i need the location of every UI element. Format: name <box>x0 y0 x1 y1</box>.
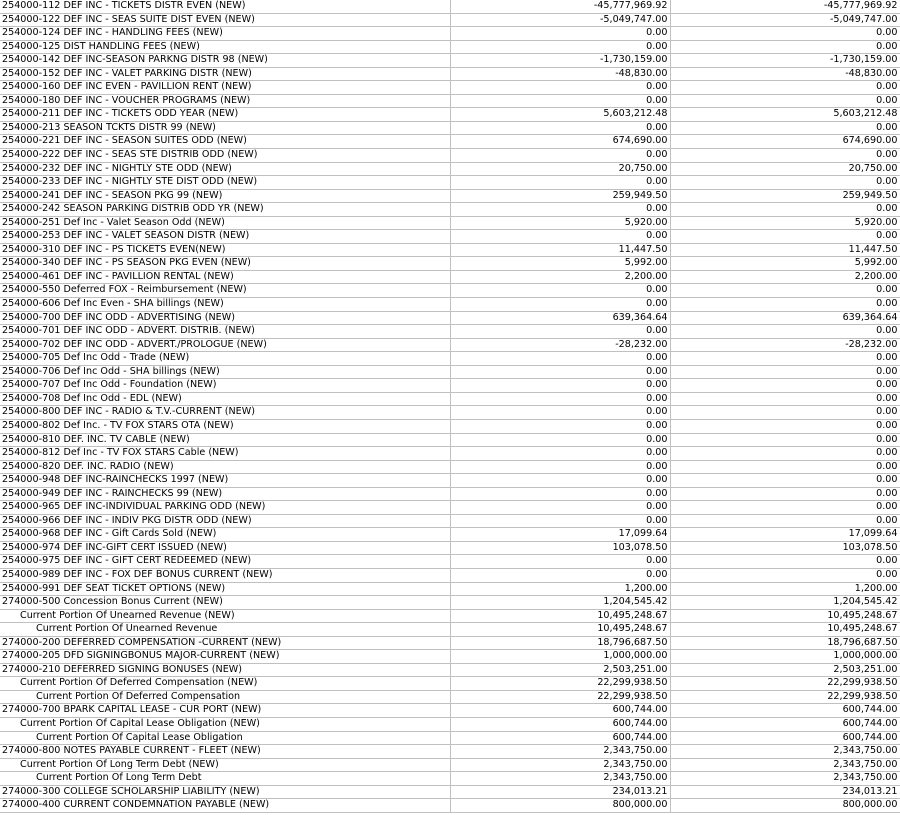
total-cell[interactable]: 17,099.64 <box>670 528 900 542</box>
amount-cell[interactable]: 5,992.00 <box>450 257 670 271</box>
amount-cell[interactable]: -1,730,159.00 <box>450 54 670 68</box>
amount-cell[interactable]: 1,000,000.00 <box>450 650 670 664</box>
amount-cell[interactable]: 103,078.50 <box>450 541 670 555</box>
total-cell[interactable]: 0.00 <box>670 94 900 108</box>
account-cell[interactable]: 254000-606 Def Inc Even - SHA billings (NEW) <box>0 298 450 312</box>
amount-cell[interactable]: -5,049,747.00 <box>450 13 670 27</box>
table-row <box>0 514 900 528</box>
total-cell[interactable]: 0.00 <box>670 298 900 312</box>
account-cell[interactable]: 274000-205 DFD SIGNINGBONUS MAJOR-CURRENT (NEW) <box>0 650 450 664</box>
account-cell[interactable]: 254000-810 DEF. INC. TV CABLE (NEW) <box>0 433 450 447</box>
table-row <box>0 338 900 352</box>
table-row <box>0 419 900 433</box>
account-cell[interactable]: 274000-200 DEFERRED COMPENSATION -CURRENT (NEW) <box>0 636 450 650</box>
total-cell[interactable]: 234,013.21 <box>670 785 900 799</box>
table-row <box>0 352 900 366</box>
account-cell[interactable]: 254000-241 DEF INC - SEASON PKG 99 (NEW) <box>0 189 450 203</box>
amount-cell[interactable]: 0.00 <box>450 447 670 461</box>
amount-cell[interactable]: 2,343,750.00 <box>450 758 670 772</box>
account-cell[interactable]: 254000-550 Deferred FOX - Reimbursement (NEW) <box>0 284 450 298</box>
account-cell[interactable]: 254000-991 DEF SEAT TICKET OPTIONS (NEW) <box>0 582 450 596</box>
amount-cell[interactable]: -45,777,969.92 <box>450 0 670 13</box>
table-row <box>0 379 900 393</box>
amount-cell[interactable]: 259,949.50 <box>450 189 670 203</box>
table-row <box>0 149 900 163</box>
amount-cell[interactable]: 2,343,750.00 <box>450 772 670 786</box>
table-row <box>0 270 900 284</box>
total-cell[interactable]: 0.00 <box>670 474 900 488</box>
amount-cell[interactable]: 600,744.00 <box>450 717 670 731</box>
account-cell[interactable]: Current Portion Of Long Term Debt <box>0 772 450 786</box>
table-row <box>0 704 900 718</box>
amount-cell[interactable]: -28,232.00 <box>450 338 670 352</box>
amount-cell[interactable]: 11,447.50 <box>450 243 670 257</box>
amount-cell[interactable]: 0.00 <box>450 284 670 298</box>
total-cell[interactable]: 0.00 <box>670 501 900 515</box>
table-row <box>0 284 900 298</box>
table-row <box>0 568 900 582</box>
total-cell[interactable]: 22,299,938.50 <box>670 690 900 704</box>
table-row <box>0 203 900 217</box>
account-cell[interactable]: 254000-253 DEF INC - VALET SEASON DISTR (NEW) <box>0 230 450 244</box>
account-cell[interactable]: 254000-975 DEF INC - GIFT CERT REDEEMED (NEW) <box>0 555 450 569</box>
amount-cell[interactable]: 0.00 <box>450 474 670 488</box>
table-row <box>0 785 900 799</box>
total-cell[interactable]: 0.00 <box>670 203 900 217</box>
total-cell[interactable]: 0.00 <box>670 433 900 447</box>
table-row <box>0 582 900 596</box>
account-cell[interactable]: Current Portion Of Long Term Debt (NEW) <box>0 758 450 772</box>
total-cell[interactable]: 0.00 <box>670 121 900 135</box>
total-cell[interactable]: 1,204,545.42 <box>670 596 900 610</box>
amount-cell[interactable]: 0.00 <box>450 81 670 95</box>
amount-cell[interactable]: 5,920.00 <box>450 216 670 230</box>
amount-cell[interactable]: 0.00 <box>450 121 670 135</box>
total-cell[interactable]: 0.00 <box>670 555 900 569</box>
table-row <box>0 663 900 677</box>
table-row <box>0 406 900 420</box>
account-cell[interactable]: 254000-949 DEF INC - RAINCHECKS 99 (NEW) <box>0 487 450 501</box>
table-row <box>0 216 900 230</box>
account-cell[interactable]: 254000-160 DEF INC EVEN - PAVILLION RENT (NEW) <box>0 81 450 95</box>
amount-cell[interactable]: 0.00 <box>450 352 670 366</box>
amount-cell[interactable]: 0.00 <box>450 40 670 54</box>
amount-cell[interactable]: 0.00 <box>450 555 670 569</box>
account-cell[interactable]: 254000-233 DEF INC - NIGHTLY STE DIST ODD (NEW) <box>0 176 450 190</box>
table-row <box>0 609 900 623</box>
account-cell[interactable]: 254000-989 DEF INC - FOX DEF BONUS CURRENT (NEW) <box>0 568 450 582</box>
total-cell[interactable]: 0.00 <box>670 230 900 244</box>
account-cell[interactable]: 254000-221 DEF INC - SEASON SUITES ODD (NEW) <box>0 135 450 149</box>
account-cell[interactable]: Current Portion Of Deferred Compensation <box>0 690 450 704</box>
account-cell[interactable]: Current Portion Of Deferred Compensation (NEW) <box>0 677 450 691</box>
amount-cell[interactable]: 0.00 <box>450 433 670 447</box>
total-cell[interactable]: 0.00 <box>670 325 900 339</box>
amount-cell[interactable]: 2,503,251.00 <box>450 663 670 677</box>
amount-cell[interactable]: 18,796,687.50 <box>450 636 670 650</box>
total-cell[interactable]: 5,603,212.48 <box>670 108 900 122</box>
table-row <box>0 257 900 271</box>
account-cell[interactable]: 254000-800 DEF INC - RADIO & T.V.-CURRENT (NEW) <box>0 406 450 420</box>
account-cell[interactable]: Current Portion Of Unearned Revenue <box>0 623 450 637</box>
account-cell[interactable]: 254000-701 DEF INC ODD - ADVERT. DISTRIB. (NEW) <box>0 325 450 339</box>
amount-cell[interactable]: 1,204,545.42 <box>450 596 670 610</box>
amount-cell[interactable]: 10,495,248.67 <box>450 609 670 623</box>
total-cell[interactable]: -48,830.00 <box>670 67 900 81</box>
account-cell[interactable]: 254000-125 DIST HANDLING FEES (NEW) <box>0 40 450 54</box>
table-row <box>0 447 900 461</box>
total-cell[interactable]: 0.00 <box>670 514 900 528</box>
table-row <box>0 487 900 501</box>
table-row <box>0 541 900 555</box>
table-row <box>0 230 900 244</box>
table-row <box>0 772 900 786</box>
total-cell[interactable]: 5,992.00 <box>670 257 900 271</box>
total-cell[interactable]: -28,232.00 <box>670 338 900 352</box>
account-cell[interactable]: 254000-948 DEF INC-RAINCHECKS 1997 (NEW) <box>0 474 450 488</box>
total-cell[interactable]: 0.00 <box>670 447 900 461</box>
account-cell[interactable]: 274000-400 CURRENT CONDEMNATION PAYABLE (NEW) <box>0 799 450 813</box>
account-cell[interactable]: 274000-300 COLLEGE SCHOLARSHIP LIABILITY (NEW) <box>0 785 450 799</box>
account-cell[interactable]: 274000-210 DEFERRED SIGNING BONUSES (NEW) <box>0 663 450 677</box>
table-row <box>0 298 900 312</box>
table-row <box>0 108 900 122</box>
table-row <box>0 243 900 257</box>
total-cell[interactable]: 2,343,750.00 <box>670 772 900 786</box>
total-cell[interactable]: 1,200.00 <box>670 582 900 596</box>
total-cell[interactable]: 0.00 <box>670 406 900 420</box>
amount-cell[interactable]: 0.00 <box>450 568 670 582</box>
total-cell[interactable]: 0.00 <box>670 487 900 501</box>
account-cell[interactable]: 254000-802 Def Inc. - TV FOX STARS OTA (NEW) <box>0 419 450 433</box>
amount-cell[interactable]: 5,603,212.48 <box>450 108 670 122</box>
table-row <box>0 392 900 406</box>
total-cell[interactable]: 800,000.00 <box>670 799 900 813</box>
total-cell[interactable]: 0.00 <box>670 460 900 474</box>
amount-cell[interactable]: 0.00 <box>450 419 670 433</box>
table-row <box>0 758 900 772</box>
amount-cell[interactable]: 0.00 <box>450 176 670 190</box>
amount-cell[interactable]: 22,299,938.50 <box>450 690 670 704</box>
account-cell[interactable]: 274000-800 NOTES PAYABLE CURRENT - FLEET (NEW) <box>0 745 450 759</box>
table-row <box>0 189 900 203</box>
total-cell[interactable]: 0.00 <box>670 568 900 582</box>
table-row <box>0 501 900 515</box>
account-cell[interactable]: 254000-707 Def Inc Odd - Foundation (NEW) <box>0 379 450 393</box>
table-row <box>0 623 900 637</box>
account-cell[interactable]: 254000-461 DEF INC - PAVILLION RENTAL (NEW) <box>0 270 450 284</box>
total-cell[interactable]: 0.00 <box>670 27 900 41</box>
total-cell[interactable]: 5,920.00 <box>670 216 900 230</box>
amount-cell[interactable]: 600,744.00 <box>450 704 670 718</box>
account-cell[interactable]: 254000-700 DEF INC ODD - ADVERTISING (NEW) <box>0 311 450 325</box>
amount-cell[interactable]: 0.00 <box>450 149 670 163</box>
table-row <box>0 27 900 41</box>
amount-cell[interactable]: 0.00 <box>450 203 670 217</box>
amount-cell[interactable]: 674,690.00 <box>450 135 670 149</box>
amount-cell[interactable]: -48,830.00 <box>450 67 670 81</box>
table-row <box>0 690 900 704</box>
account-cell[interactable]: 274000-700 BPARK CAPITAL LEASE - CUR PORT (NEW) <box>0 704 450 718</box>
account-cell[interactable]: 254000-142 DEF INC-SEASON PARKNG DISTR 98 (NEW) <box>0 54 450 68</box>
account-cell[interactable]: Current Portion Of Capital Lease Obligation (NEW) <box>0 717 450 731</box>
account-cell[interactable]: 254000-222 DEF INC - SEAS STE DISTRIB ODD (NEW) <box>0 149 450 163</box>
total-cell[interactable]: 18,796,687.50 <box>670 636 900 650</box>
account-cell[interactable]: 254000-232 DEF INC - NIGHTLY STE ODD (NEW) <box>0 162 450 176</box>
account-cell[interactable]: 254000-966 DEF INC - INDIV PKG DISTR ODD (NEW) <box>0 514 450 528</box>
account-cell[interactable]: Current Portion Of Unearned Revenue (NEW) <box>0 609 450 623</box>
total-cell[interactable]: 0.00 <box>670 419 900 433</box>
table-row <box>0 745 900 759</box>
amount-cell[interactable]: 0.00 <box>450 501 670 515</box>
amount-cell[interactable]: 0.00 <box>450 514 670 528</box>
account-cell[interactable]: 254000-180 DEF INC - VOUCHER PROGRAMS (NEW) <box>0 94 450 108</box>
amount-cell[interactable]: 0.00 <box>450 460 670 474</box>
total-cell[interactable]: 0.00 <box>670 379 900 393</box>
table-row <box>0 365 900 379</box>
table-row <box>0 433 900 447</box>
total-cell[interactable]: 600,744.00 <box>670 704 900 718</box>
account-cell[interactable]: 254000-242 SEASON PARKING DISTRIB ODD YR (NEW) <box>0 203 450 217</box>
total-cell[interactable]: 11,447.50 <box>670 243 900 257</box>
amount-cell[interactable]: 22,299,938.50 <box>450 677 670 691</box>
total-cell[interactable]: 10,495,248.67 <box>670 609 900 623</box>
amount-cell[interactable]: 0.00 <box>450 365 670 379</box>
total-cell[interactable]: 103,078.50 <box>670 541 900 555</box>
table-row <box>0 474 900 488</box>
account-cell[interactable]: 254000-152 DEF INC - VALET PARKING DISTR (NEW) <box>0 67 450 81</box>
table-row <box>0 555 900 569</box>
account-cell[interactable]: 254000-812 Def Inc - TV FOX STARS Cable (NEW) <box>0 447 450 461</box>
amount-cell[interactable]: 20,750.00 <box>450 162 670 176</box>
total-cell[interactable]: -1,730,159.00 <box>670 54 900 68</box>
amount-cell[interactable]: 234,013.21 <box>450 785 670 799</box>
account-cell[interactable]: 254000-706 Def Inc Odd - SHA billings (NEW) <box>0 365 450 379</box>
total-cell[interactable]: 1,000,000.00 <box>670 650 900 664</box>
table-row <box>0 162 900 176</box>
total-cell[interactable]: 0.00 <box>670 176 900 190</box>
table-row <box>0 677 900 691</box>
amount-cell[interactable]: 639,364.64 <box>450 311 670 325</box>
account-cell[interactable]: 254000-702 DEF INC ODD - ADVERT./PROLOGUE (NEW) <box>0 338 450 352</box>
total-cell[interactable]: 2,503,251.00 <box>670 663 900 677</box>
amount-cell[interactable]: 0.00 <box>450 379 670 393</box>
account-cell[interactable]: 274000-500 Concession Bonus Current (NEW) <box>0 596 450 610</box>
table-row <box>0 94 900 108</box>
total-cell[interactable]: -45,777,969.92 <box>670 0 900 13</box>
table-row <box>0 717 900 731</box>
total-cell[interactable]: 2,200.00 <box>670 270 900 284</box>
account-cell[interactable]: Current Portion Of Capital Lease Obligation <box>0 731 450 745</box>
total-cell[interactable]: 2,343,750.00 <box>670 745 900 759</box>
total-cell[interactable]: 0.00 <box>670 149 900 163</box>
table-row <box>0 799 900 813</box>
table-row <box>0 176 900 190</box>
amount-cell[interactable]: 600,744.00 <box>450 731 670 745</box>
amount-cell[interactable]: 0.00 <box>450 27 670 41</box>
total-cell[interactable]: 10,495,248.67 <box>670 623 900 637</box>
account-cell[interactable]: 254000-974 DEF INC-GIFT CERT ISSUED (NEW) <box>0 541 450 555</box>
table-row <box>0 325 900 339</box>
account-cell[interactable]: 254000-968 DEF INC - Gift Cards Sold (NEW) <box>0 528 450 542</box>
amount-cell[interactable]: 0.00 <box>450 325 670 339</box>
total-cell[interactable]: 20,750.00 <box>670 162 900 176</box>
table-row <box>0 0 900 13</box>
total-cell[interactable]: 639,364.64 <box>670 311 900 325</box>
total-cell[interactable]: 259,949.50 <box>670 189 900 203</box>
table-row <box>0 40 900 54</box>
total-cell[interactable]: 0.00 <box>670 352 900 366</box>
table-row <box>0 460 900 474</box>
table-row <box>0 528 900 542</box>
total-cell[interactable]: 0.00 <box>670 81 900 95</box>
amount-cell[interactable]: 800,000.00 <box>450 799 670 813</box>
account-cell[interactable]: 254000-211 DEF INC - TICKETS ODD YEAR (NEW) <box>0 108 450 122</box>
total-cell[interactable]: 0.00 <box>670 365 900 379</box>
total-cell[interactable]: 600,744.00 <box>670 731 900 745</box>
account-cell[interactable]: 254000-122 DEF INC - SEAS SUITE DIST EVEN (NEW) <box>0 13 450 27</box>
account-cell[interactable]: 254000-213 SEASON TCKTS DISTR 99 (NEW) <box>0 121 450 135</box>
amount-cell[interactable]: 0.00 <box>450 392 670 406</box>
table-row <box>0 81 900 95</box>
total-cell[interactable]: 600,744.00 <box>670 717 900 731</box>
account-cell[interactable]: 254000-705 Def Inc Odd - Trade (NEW) <box>0 352 450 366</box>
account-cell[interactable]: 254000-124 DEF INC - HANDLING FEES (NEW) <box>0 27 450 41</box>
amount-cell[interactable]: 1,200.00 <box>450 582 670 596</box>
amount-cell[interactable]: 0.00 <box>450 94 670 108</box>
table-row <box>0 650 900 664</box>
amount-cell[interactable]: 2,200.00 <box>450 270 670 284</box>
total-cell[interactable]: -5,049,747.00 <box>670 13 900 27</box>
account-cell[interactable]: 254000-965 DEF INC-INDIVIDUAL PARKING ODD (NEW) <box>0 501 450 515</box>
amount-cell[interactable]: 0.00 <box>450 487 670 501</box>
amount-cell[interactable]: 0.00 <box>450 298 670 312</box>
total-cell[interactable]: 0.00 <box>670 284 900 298</box>
amount-cell[interactable]: 0.00 <box>450 230 670 244</box>
amount-cell[interactable]: 2,343,750.00 <box>450 745 670 759</box>
table-row <box>0 67 900 81</box>
table-row <box>0 636 900 650</box>
table-row <box>0 135 900 149</box>
account-cell[interactable]: 254000-251 Def Inc - Valet Season Odd (NEW) <box>0 216 450 230</box>
amount-cell[interactable]: 10,495,248.67 <box>450 623 670 637</box>
total-cell[interactable]: 0.00 <box>670 392 900 406</box>
table-row <box>0 311 900 325</box>
account-cell[interactable]: 254000-112 DEF INC - TICKETS DISTR EVEN (NEW) <box>0 0 450 13</box>
table-row <box>0 54 900 68</box>
account-cell[interactable]: 254000-820 DEF. INC. RADIO (NEW) <box>0 460 450 474</box>
amount-cell[interactable]: 17,099.64 <box>450 528 670 542</box>
account-cell[interactable]: 254000-708 Def Inc Odd - EDL (NEW) <box>0 392 450 406</box>
amount-cell[interactable]: 0.00 <box>450 406 670 420</box>
total-cell[interactable]: 674,690.00 <box>670 135 900 149</box>
account-cell[interactable]: 254000-340 DEF INC - PS SEASON PKG EVEN (NEW) <box>0 257 450 271</box>
table-row <box>0 596 900 610</box>
account-cell[interactable]: 254000-310 DEF INC - PS TICKETS EVEN(NEW) <box>0 243 450 257</box>
total-cell[interactable]: 2,343,750.00 <box>670 758 900 772</box>
table-row <box>0 731 900 745</box>
table-row <box>0 121 900 135</box>
total-cell[interactable]: 22,299,938.50 <box>670 677 900 691</box>
total-cell[interactable]: 0.00 <box>670 40 900 54</box>
table-row <box>0 13 900 27</box>
